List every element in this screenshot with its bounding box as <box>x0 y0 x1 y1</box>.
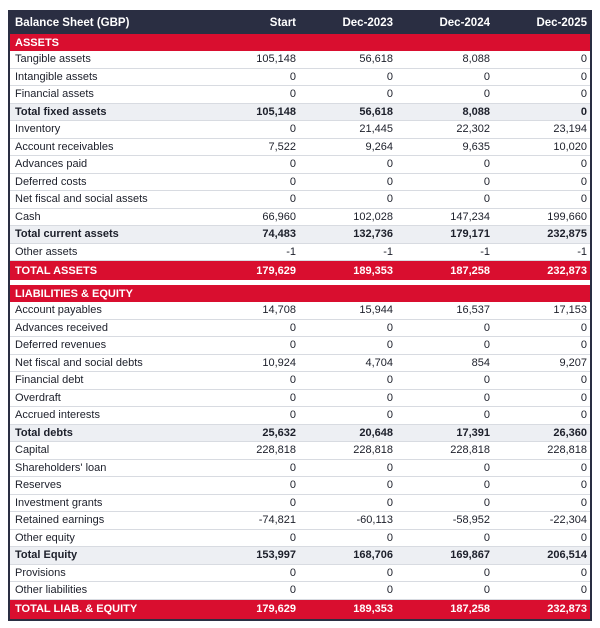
cell-value: 0 <box>386 479 393 492</box>
cell-value: 74,483 <box>262 228 296 241</box>
row-label: Total current assets <box>15 228 119 241</box>
cell-value: -58,952 <box>452 514 490 527</box>
cell-value: 0 <box>483 531 490 544</box>
total-value: 189,353 <box>353 603 393 615</box>
table-row <box>10 355 590 373</box>
cell-value: 0 <box>483 566 490 579</box>
cell-value: 0 <box>289 321 296 334</box>
cell-value: -60,113 <box>356 514 393 527</box>
cell-value: 21,445 <box>359 123 393 136</box>
section-total-row <box>10 600 590 619</box>
cell-value: 22,302 <box>456 123 490 136</box>
cell-value: 105,148 <box>256 105 296 118</box>
cell-value: 0 <box>289 531 296 544</box>
section <box>10 34 590 280</box>
cell-value: 9,635 <box>462 140 490 153</box>
cell-value: 0 <box>289 70 296 83</box>
column-header-dec-2024: Dec-2024 <box>439 17 490 29</box>
cell-value: 0 <box>386 496 393 509</box>
cell-value: 0 <box>580 321 587 334</box>
row-label: Capital <box>15 444 50 457</box>
cell-value: 105,148 <box>256 53 296 66</box>
cell-value: 0 <box>386 70 393 83</box>
row-label: Provisions <box>15 566 66 579</box>
total-value: 179,629 <box>256 603 296 615</box>
cell-value: 228,818 <box>450 444 490 457</box>
cell-value: 0 <box>386 566 393 579</box>
cell-value: 232,875 <box>547 228 587 241</box>
cell-value: 0 <box>483 461 490 474</box>
cell-value: 0 <box>289 461 296 474</box>
cell-value: 0 <box>289 479 296 492</box>
cell-value: 0 <box>386 158 393 171</box>
cell-value: 0 <box>289 193 296 206</box>
cell-value: 0 <box>580 584 587 597</box>
cell-value: -1 <box>286 245 296 258</box>
cell-value: 0 <box>580 461 587 474</box>
total-value: 232,873 <box>547 603 587 615</box>
column-header-start: Start <box>269 17 296 29</box>
cell-value: 0 <box>483 339 490 352</box>
cell-value: 0 <box>386 339 393 352</box>
row-label: Advances paid <box>15 158 88 171</box>
cell-value: 0 <box>580 496 587 509</box>
total-label: TOTAL LIAB. & EQUITY <box>15 603 138 615</box>
cell-value: 0 <box>289 374 296 387</box>
cell-value: 17,153 <box>553 304 587 317</box>
row-label: Cash <box>15 210 41 223</box>
cell-value: 169,867 <box>450 549 490 562</box>
cell-value: 0 <box>580 531 587 544</box>
cell-value: 132,736 <box>353 228 393 241</box>
cell-value: 0 <box>386 531 393 544</box>
cell-value: -1 <box>383 245 393 258</box>
row-label: Inventory <box>15 123 61 136</box>
section-header-row: LIABILITIES & EQUITY <box>10 285 590 302</box>
cell-value: 56,618 <box>359 53 393 66</box>
total-value: 187,258 <box>450 603 490 615</box>
cell-value: 7,522 <box>268 140 296 153</box>
cell-value: 854 <box>471 356 490 369</box>
cell-value: 0 <box>483 158 490 171</box>
table-row <box>10 530 590 548</box>
cell-value: 206,514 <box>547 549 587 562</box>
table-row <box>10 51 590 69</box>
cell-value: 0 <box>580 409 587 422</box>
section-total-row <box>10 261 590 280</box>
cell-value: 0 <box>483 496 490 509</box>
cell-value: 0 <box>580 193 587 206</box>
row-label: Account receivables <box>15 140 114 153</box>
cell-value: 0 <box>386 391 393 404</box>
cell-value: 0 <box>483 321 490 334</box>
table-row <box>10 442 590 460</box>
table-header-row <box>10 12 590 34</box>
row-label: Overdraft <box>15 391 61 404</box>
table-row <box>10 512 590 530</box>
row-label: Total debts <box>15 426 73 439</box>
cell-value: -22,304 <box>549 514 587 527</box>
section-header-row: ASSETS <box>10 34 590 51</box>
cell-value: 168,706 <box>353 549 393 562</box>
table-row <box>10 139 590 157</box>
subtotal-row <box>10 104 590 122</box>
cell-value: 26,360 <box>553 426 587 439</box>
row-label: Advances received <box>15 321 108 334</box>
cell-value: 0 <box>580 175 587 188</box>
table-row <box>10 565 590 583</box>
cell-value: 0 <box>386 193 393 206</box>
subtotal-row <box>10 547 590 565</box>
cell-value: 0 <box>386 88 393 101</box>
row-label: Total fixed assets <box>15 105 107 118</box>
cell-value: 0 <box>386 584 393 597</box>
cell-value: 0 <box>289 409 296 422</box>
total-value: 179,629 <box>256 264 296 277</box>
table-row <box>10 209 590 227</box>
row-label: Account payables <box>15 304 102 317</box>
cell-value: 0 <box>483 70 490 83</box>
cell-value: 8,088 <box>462 105 490 118</box>
cell-value: 0 <box>580 88 587 101</box>
cell-value: 0 <box>483 88 490 101</box>
cell-value: 0 <box>289 496 296 509</box>
table-row <box>10 86 590 104</box>
cell-value: 153,997 <box>256 549 296 562</box>
cell-value: 0 <box>580 53 587 66</box>
table-body <box>10 34 590 619</box>
row-label: Other liabilities <box>15 584 88 597</box>
row-label: Tangible assets <box>15 53 91 66</box>
cell-value: 228,818 <box>256 444 296 457</box>
total-value: 187,258 <box>450 264 490 277</box>
cell-value: 147,234 <box>450 210 490 223</box>
table-row <box>10 320 590 338</box>
subtotal-row <box>10 226 590 244</box>
cell-value: 9,207 <box>559 356 587 369</box>
table-row <box>10 174 590 192</box>
cell-value: 0 <box>386 461 393 474</box>
cell-value: 179,171 <box>450 228 490 241</box>
cell-value: 20,648 <box>359 426 393 439</box>
section <box>10 285 590 619</box>
row-label: Investment grants <box>15 496 103 509</box>
total-value: 189,353 <box>353 264 393 277</box>
cell-value: 10,924 <box>262 356 296 369</box>
cell-value: 0 <box>289 391 296 404</box>
column-header-dec-2023: Dec-2023 <box>342 17 393 29</box>
row-label: Reserves <box>15 479 62 492</box>
cell-value: 4,704 <box>365 356 393 369</box>
cell-value: 228,818 <box>353 444 393 457</box>
table-row <box>10 244 590 262</box>
table-row <box>10 191 590 209</box>
cell-value: 0 <box>580 158 587 171</box>
cell-value: 0 <box>580 70 587 83</box>
cell-value: 0 <box>289 88 296 101</box>
row-label: Total Equity <box>15 549 78 562</box>
cell-value: -1 <box>577 245 587 258</box>
row-label: Retained earnings <box>15 514 105 527</box>
row-label: Other equity <box>15 531 75 544</box>
cell-value: 16,537 <box>456 304 490 317</box>
cell-value: 9,264 <box>365 140 393 153</box>
cell-value: 8,088 <box>462 53 490 66</box>
cell-value: 66,960 <box>262 210 296 223</box>
row-label: Deferred costs <box>15 175 87 188</box>
cell-value: 0 <box>483 479 490 492</box>
table-title: Balance Sheet (GBP) <box>15 17 130 29</box>
cell-value: 0 <box>580 374 587 387</box>
table-row <box>10 477 590 495</box>
row-label: Other assets <box>15 245 78 258</box>
cell-value: 25,632 <box>262 426 296 439</box>
cell-value: 0 <box>580 566 587 579</box>
table-row <box>10 407 590 425</box>
row-label: Financial assets <box>15 88 94 101</box>
cell-value: -1 <box>480 245 490 258</box>
table-row <box>10 302 590 320</box>
cell-value: 0 <box>483 584 490 597</box>
table-row <box>10 337 590 355</box>
cell-value: 56,618 <box>359 105 393 118</box>
cell-value: 0 <box>289 158 296 171</box>
column-header-dec-2025: Dec-2025 <box>536 17 587 29</box>
total-label: TOTAL ASSETS <box>15 264 98 277</box>
row-label: Deferred revenues <box>15 339 107 352</box>
cell-value: 0 <box>580 391 587 404</box>
table-row <box>10 460 590 478</box>
table-row <box>10 495 590 513</box>
cell-value: 0 <box>289 175 296 188</box>
total-value: 232,873 <box>547 264 587 277</box>
cell-value: 228,818 <box>547 444 587 457</box>
cell-value: 23,194 <box>553 123 587 136</box>
cell-value: 0 <box>483 175 490 188</box>
row-label: Net fiscal and social debts <box>15 356 143 369</box>
table-row <box>10 372 590 390</box>
cell-value: 15,944 <box>359 304 393 317</box>
cell-value: 0 <box>289 566 296 579</box>
row-label: Shareholders' loan <box>15 461 107 474</box>
table-row <box>10 582 590 600</box>
cell-value: 0 <box>386 374 393 387</box>
cell-value: 0 <box>289 123 296 136</box>
cell-value: 102,028 <box>353 210 393 223</box>
table-row <box>10 69 590 87</box>
cell-value: 0 <box>289 584 296 597</box>
balance-sheet-table <box>8 10 592 621</box>
row-label: Intangible assets <box>15 70 98 83</box>
table-row <box>10 390 590 408</box>
cell-value: 0 <box>289 339 296 352</box>
table-row <box>10 121 590 139</box>
cell-value: 199,660 <box>547 210 587 223</box>
cell-value: 0 <box>386 409 393 422</box>
cell-value: 14,708 <box>262 304 296 317</box>
cell-value: -74,821 <box>258 514 296 527</box>
row-label: Net fiscal and social assets <box>15 193 148 206</box>
cell-value: 0 <box>483 409 490 422</box>
row-label: Financial debt <box>15 374 84 387</box>
cell-value: 0 <box>580 339 587 352</box>
cell-value: 0 <box>386 321 393 334</box>
table-row <box>10 156 590 174</box>
cell-value: 0 <box>580 479 587 492</box>
subtotal-row <box>10 425 590 443</box>
cell-value: 0 <box>483 374 490 387</box>
cell-value: 10,020 <box>553 140 587 153</box>
cell-value: 0 <box>483 391 490 404</box>
row-label: Accrued interests <box>15 409 100 422</box>
cell-value: 0 <box>386 175 393 188</box>
cell-value: 0 <box>580 105 587 118</box>
cell-value: 0 <box>483 193 490 206</box>
cell-value: 17,391 <box>456 426 490 439</box>
